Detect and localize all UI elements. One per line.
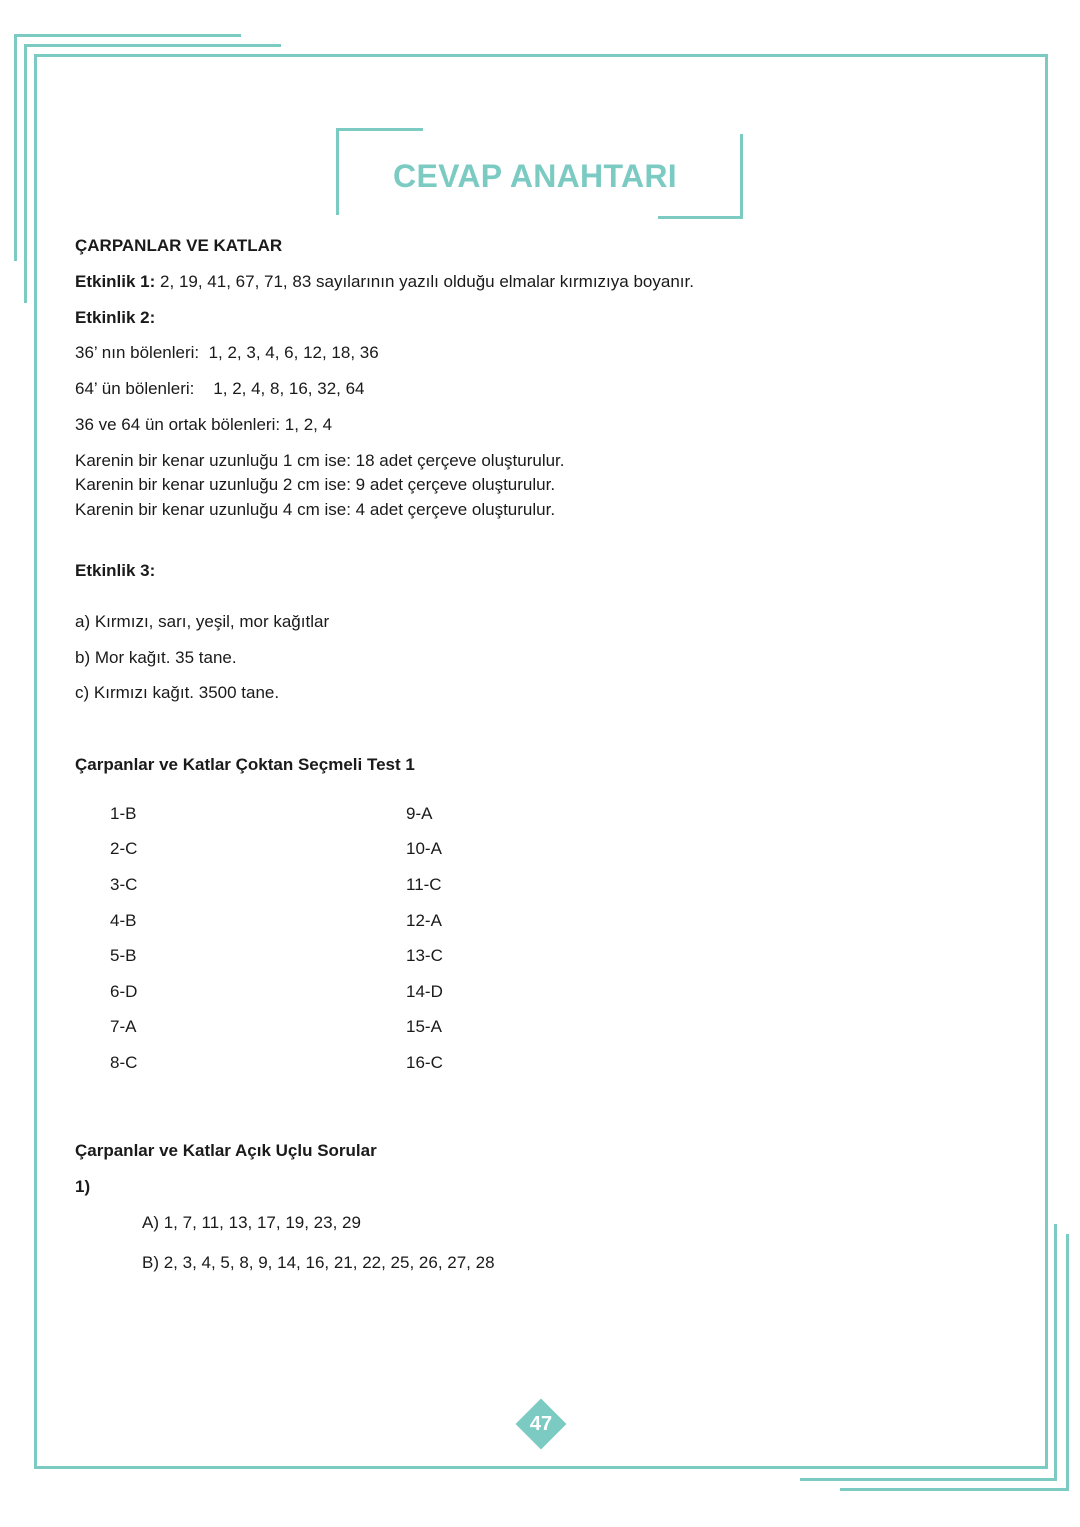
- answer-item: 14-D: [406, 982, 443, 1001]
- answer-item: 5-B: [110, 946, 137, 965]
- page-number: 47: [529, 1413, 553, 1435]
- answer-b: B) 2, 3, 4, 5, 8, 9, 14, 16, 21, 22, 25, 26, 27, 28: [142, 1253, 495, 1272]
- etkinlik-2-line: 36 ve 64 ün ortak bölenleri: 1, 2, 4: [75, 415, 333, 434]
- test-1-heading: Çarpanlar ve Katlar Çoktan Seçmeli Test 1: [75, 755, 415, 774]
- answer-item: 8-C: [110, 1053, 138, 1072]
- etkinlik-2-line: Karenin bir kenar uzunluğu 1 cm ise: 18 adet çerçeve oluşturulur.: [75, 451, 565, 470]
- etkinlik-3-line: c) Kırmızı kağıt. 3500 tane.: [75, 683, 280, 702]
- answer-item: 7-A: [110, 1017, 137, 1036]
- etkinlik-3-line: a) Kırmızı, sarı, yeşil, mor kağıtlar: [75, 612, 330, 631]
- corner-decoration-bottom-right-outer: [840, 1234, 1069, 1491]
- corner-decoration-top-left-inner: [24, 44, 281, 303]
- answer-item: 4-B: [110, 911, 137, 930]
- answer-item: 9-A: [406, 804, 433, 823]
- answer-item: 11-C: [406, 875, 442, 894]
- answer-a: A) 1, 7, 11, 13, 17, 19, 23, 29: [142, 1213, 361, 1232]
- answer-item: 1-B: [110, 804, 137, 823]
- etkinlik-2-line: Karenin bir kenar uzunluğu 4 cm ise: 4 adet çerçeve oluşturulur.: [75, 500, 556, 519]
- answer-item: 16-C: [406, 1053, 443, 1072]
- answer-item: 3-C: [110, 875, 138, 894]
- open-questions-heading: Çarpanlar ve Katlar Açık Uçlu Sorular: [75, 1141, 377, 1160]
- answer-item: 2-C: [110, 839, 138, 858]
- etkinlik-2-line: 36’ nın bölenleri: 1, 2, 3, 4, 6, 12, 18, 36: [75, 343, 379, 362]
- answer-item: 10-A: [406, 839, 442, 858]
- answer-item: 13-C: [406, 946, 443, 965]
- etkinlik-3-line: b) Mor kağıt. 35 tane.: [75, 648, 237, 667]
- section-heading: ÇARPANLAR VE KATLAR: [75, 236, 283, 255]
- page-title: CEVAP ANAHTARI: [393, 158, 677, 194]
- etkinlik-3-label: Etkinlik 3:: [75, 561, 156, 580]
- etkinlik-1-text: 2, 19, 41, 67, 71, 83 sayılarının yazılı olduğu elmalar kırmızıya boyanır.: [160, 272, 694, 291]
- question-number: 1): [75, 1177, 91, 1196]
- answer-item: 6-D: [110, 982, 138, 1001]
- etkinlik-1-label: Etkinlik 1:: [75, 272, 156, 291]
- etkinlik-2-line: 64’ ün bölenleri: 1, 2, 4, 8, 16, 32, 64: [75, 379, 365, 398]
- answer-item: 15-A: [406, 1017, 442, 1036]
- answer-item: 12-A: [406, 911, 442, 930]
- etkinlik-1: [75, 272, 694, 292]
- etkinlik-2-label: Etkinlik 2:: [75, 308, 156, 327]
- etkinlik-2-line: Karenin bir kenar uzunluğu 2 cm ise: 9 adet çerçeve oluşturulur.: [75, 475, 556, 494]
